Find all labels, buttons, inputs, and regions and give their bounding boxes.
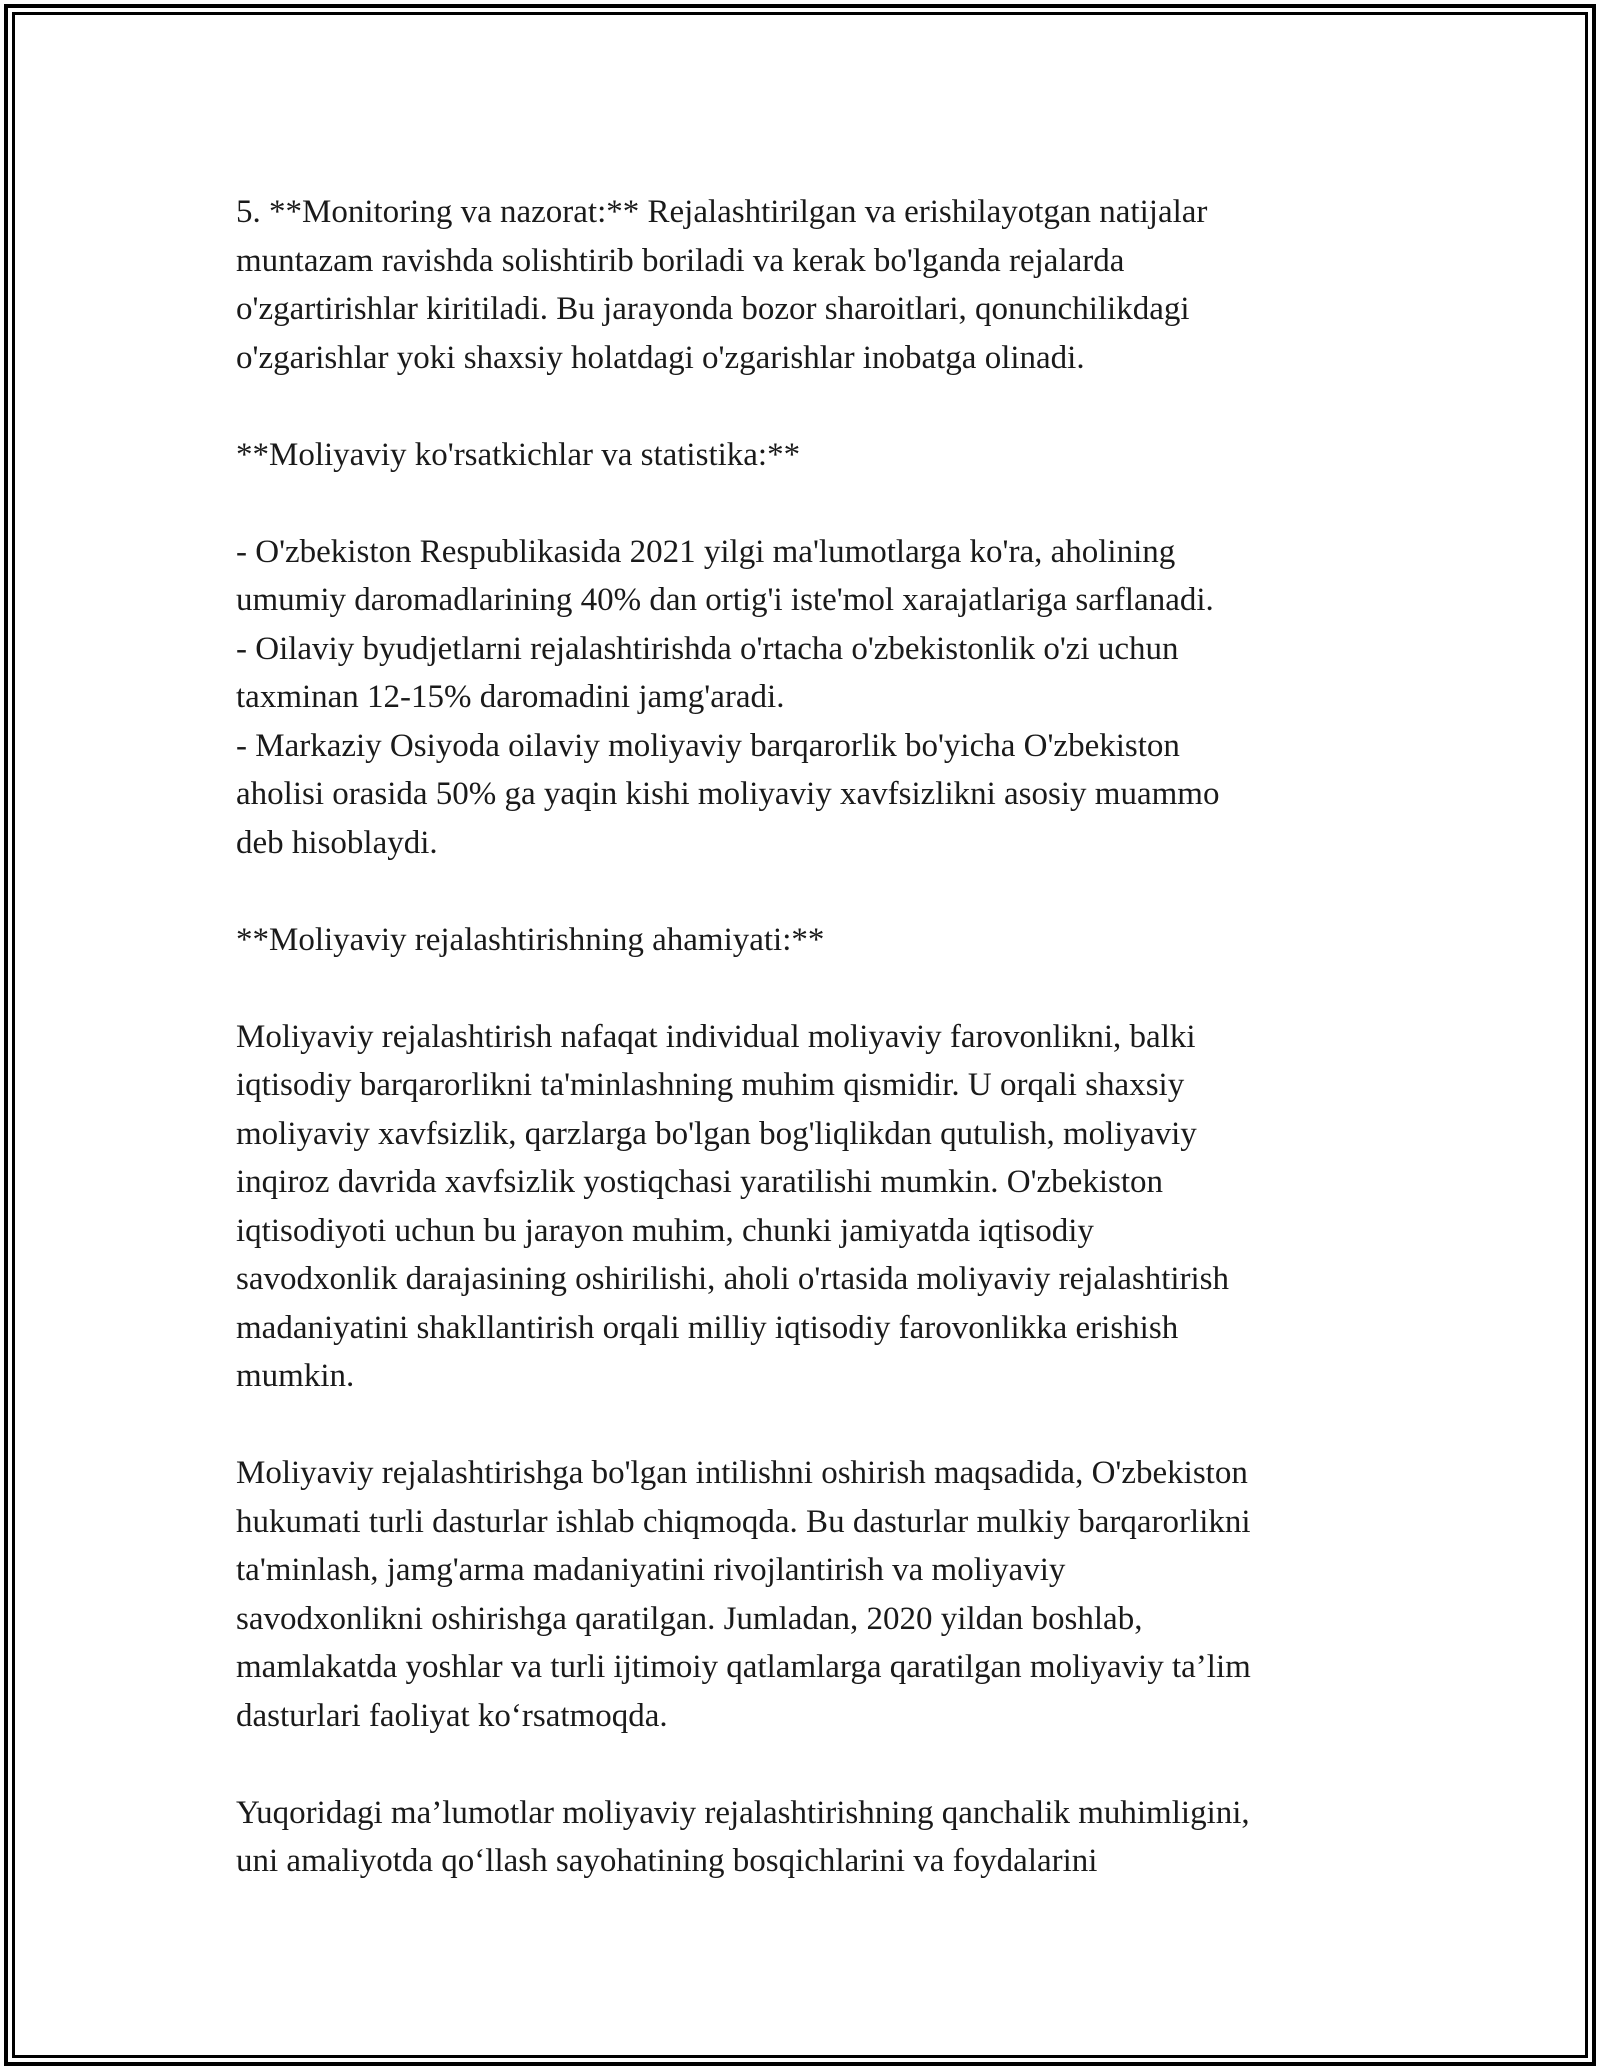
heading-importance: **Moliyaviy rejalashtirishning ahamiyati:** <box>236 921 825 958</box>
paragraph-conclusion: Yuqoridagi ma’lumotlar moliyaviy rejalashtirishning qanchalik muhimligini, uni amaliyotda qo‘llash sayohatining bosqichlarini va foydalarini <box>236 1794 1250 1879</box>
heading-statistics: **Moliyaviy ko'rsatkichlar va statistika:** <box>236 436 801 473</box>
paragraph-government-programs: Moliyaviy rejalashtirishga bo'lgan intilishni oshirish maqsadida, O'zbekiston hukumati turli dasturlar ishlab chiqmoqda. Bu dasturlar mulkiy barqarorlikni ta'minlash, jamg'arma madaniyatini rivojlantirish va moliyaviy savodxonlikni oshirishga qaratilgan. Jumladan, 2020 yildan boshlab, mamlakatda yoshlar va turli ijtimoiy qatlamlarga qaratilgan moliyaviy ta’lim dasturlari faoliyat ko‘rsatmoqda. <box>236 1455 1251 1734</box>
paragraph-importance: Moliyaviy rejalashtirish nafaqat individual moliyaviy farovonlikni, balki iqtisodiy barqarorlikni ta'minlashning muhim qismidir. U orqali shaxsiy moliyaviy xavfsizlik, qarzlarga bo'lgan bog'liqlikdan qutulish, moliyaviy inqiroz davrida xavfsizlik yostiqchasi yaratilishi mumkin. O'zbekiston iqtisodiyoti uchun bu jarayon muhim, chunki jamiyatda iqtisodiy savodxonlik darajasining oshirilishi, aholi o'rtasida moliyaviy rejalashtirish madaniyatini shakllantirish orqali milliy iqtisodiy farovonlikka erishish mumkin. <box>236 1018 1230 1394</box>
document-body <box>236 188 1416 1886</box>
paragraph-monitoring: 5. **Monitoring va nazorat:** Rejalashtirilgan va erishilayotgan natijalar muntazam ravishda solishtirib boriladi va kerak bo'lganda rejalarda o'zgartirishlar kiritiladi. Bu jarayonda bozor sharoitlari, qonunchilikdagi o'zgarishlar yoki shaxsiy holatdagi o'zgarishlar inobatga olinadi. <box>236 194 1208 376</box>
paragraph-statistics-list: - O'zbekiston Respublikasida 2021 yilgi ma'lumotlarga ko'ra, aholining umumiy daromadlarining 40% dan ortig'i iste'mol xarajatlariga sarflanadi. - Oilaviy byudjetlarni rejalashtirishda o'rtacha o'zbekistonlik o'zi uchun taxminan 12-15% daromadini jamg'aradi. - Markaziy Osiyoda oilaviy moliyaviy barqarorlik bo'yicha O'zbekiston aholisi orasida 50% ga yaqin kishi moliyaviy xavfsizlikni asosiy muammo deb hisoblaydi. <box>236 533 1220 861</box>
